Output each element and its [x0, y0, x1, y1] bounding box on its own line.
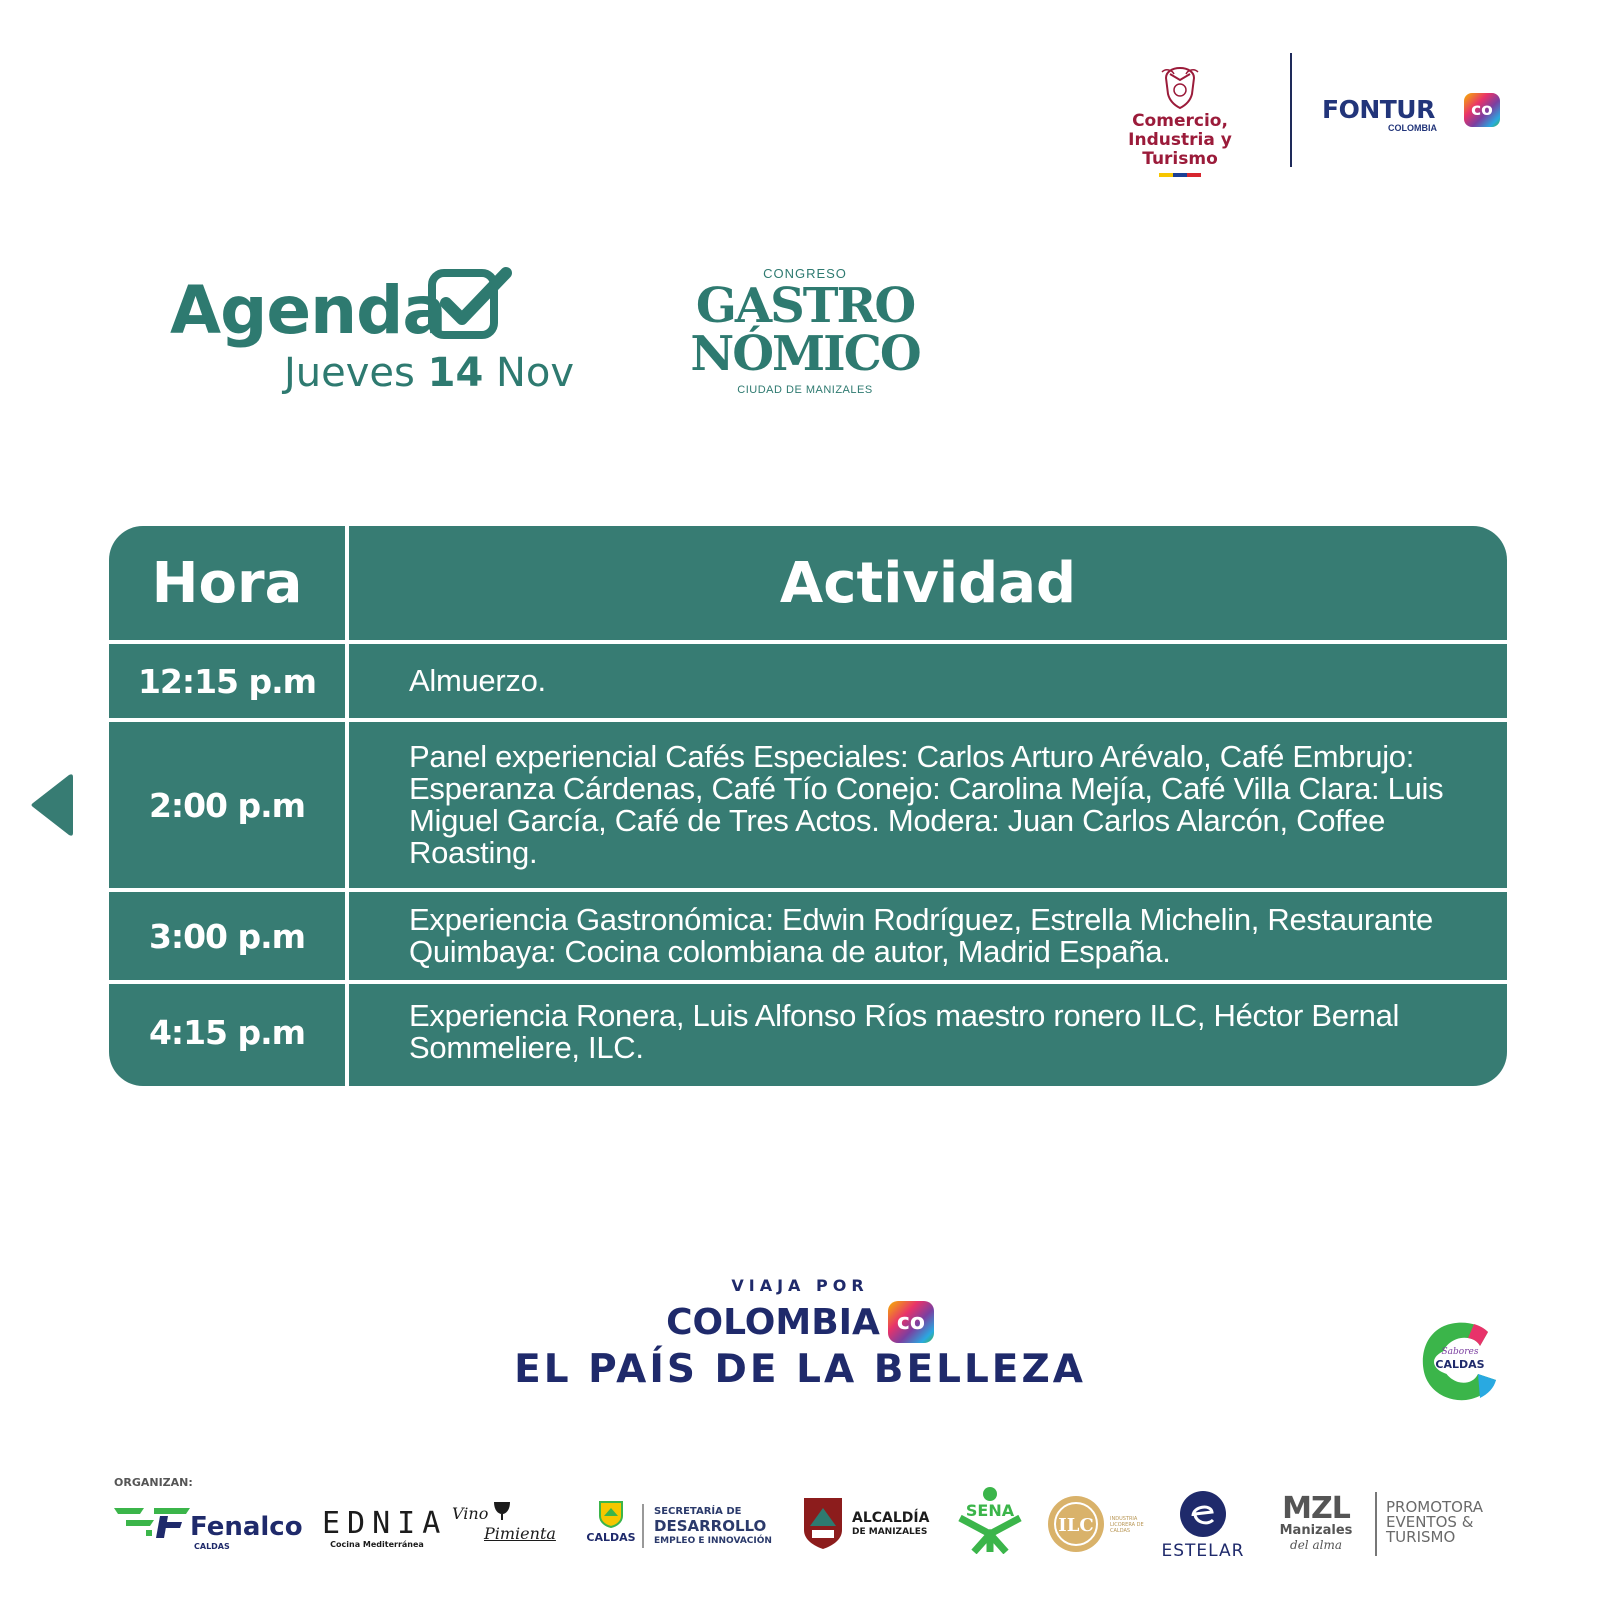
secretaria-desarrollo-logo — [654, 1504, 794, 1552]
mzl-sub-2: del alma — [1290, 1538, 1342, 1552]
row-2-activity: Panel experiencial Cafés Especiales: Carlos Arturo Arévalo, Café Embrujo: Esperanza Cárdenas, Café Tío Conejo: Carolina Mejía, Café Villa Clara: Luis Miguel García, Café de Tres Actos. Modera: Juan Carlos Alarcón, Coffee Roasting. — [409, 739, 1444, 870]
organizers-label: ORGANIZAN: — [114, 1476, 193, 1489]
mzl-name: MZL — [1282, 1491, 1350, 1526]
row-4-time: 4:15 p.m — [148, 1012, 306, 1052]
congreso-footer: CIUDAD DE MANIZALES — [737, 384, 873, 396]
estelar-logo — [1160, 1490, 1246, 1561]
colombia-flag-stripe — [1159, 173, 1201, 177]
fenalco-name: Fenalco — [190, 1512, 303, 1542]
promotora-line-3: TURISMO — [1386, 1528, 1456, 1546]
slogan-colombia-text: COLOMBIA — [666, 1301, 880, 1343]
agenda-day: Jueves — [284, 350, 415, 396]
secretaria-line-2: DESARROLLO — [654, 1517, 767, 1535]
row-1-activity-cell — [349, 644, 1507, 718]
ilc-logo — [1046, 1494, 1156, 1554]
sena-label: SENA — [965, 1501, 1015, 1520]
congreso-line-1: GASTRO — [695, 278, 915, 334]
fontur-name: FONTUR — [1322, 95, 1435, 124]
congreso-kicker: CONGRESO — [763, 266, 847, 281]
caldas-shield-icon — [598, 1500, 624, 1528]
co-brand-icon: co — [888, 1301, 934, 1343]
fontur-logo — [1322, 95, 1493, 133]
mzl-logo — [1266, 1491, 1366, 1556]
sena-logo — [950, 1486, 1030, 1554]
previous-arrow-icon[interactable] — [29, 773, 77, 837]
mzl-sub-1: Manizales — [1279, 1523, 1353, 1538]
header-divider — [1290, 53, 1292, 167]
row-4-activity: Experiencia Ronera, Luis Alfonso Ríos maestro ronero ILC, Héctor Bernal Sommeliere, ILC. — [409, 998, 1400, 1065]
secretaria-line-3: EMPLEO E INNOVACIÓN — [654, 1536, 772, 1546]
sponsor-divider — [1375, 1492, 1377, 1556]
checkbox-check-icon — [428, 265, 520, 345]
fenalco-sub: CALDAS — [194, 1542, 230, 1551]
promotora-eventos-logo — [1386, 1500, 1506, 1550]
slogan-colombia — [666, 1301, 934, 1343]
fontur-sub: COLOMBIA — [1388, 123, 1437, 133]
column-header-hora: Hora — [151, 550, 303, 616]
gobierno-sub: CALDAS — [586, 1531, 636, 1544]
alcaldia-line-2: DE MANIZALES — [852, 1527, 928, 1537]
row-1-time: 12:15 p.m — [137, 661, 317, 701]
colombia-crest-icon — [1158, 64, 1202, 110]
alcaldia-manizales-logo — [802, 1496, 942, 1552]
pimienta-label: Pimienta — [484, 1524, 556, 1543]
sponsor-divider — [642, 1504, 644, 1548]
viaja-colombia-slogan — [0, 1276, 1600, 1392]
agenda-date — [284, 350, 574, 396]
gobierno-caldas-logo — [584, 1500, 638, 1554]
promotora-line-2: EVENTOS & — [1386, 1513, 1474, 1531]
row-2-activity-cell — [349, 722, 1507, 888]
row-3-activity: Experiencia Gastronómica: Edwin Rodríguez, Estrella Michelin, Restaurante Quimbaya: Cocina colombiana de autor, Madrid España. — [409, 902, 1433, 969]
row-3-time: 3:00 p.m — [148, 916, 306, 956]
fenalco-logo — [114, 1500, 303, 1551]
row-3-activity-cell — [349, 892, 1507, 980]
ministry-line-1: Comercio, — [1132, 111, 1228, 131]
estelar-e-icon — [1179, 1490, 1227, 1538]
ilc-sub: INDUSTRIA LICORERA DE CALDAS — [1110, 1516, 1144, 1534]
ministry-logo — [1090, 64, 1270, 177]
estelar-name: ESTELAR — [1161, 1541, 1245, 1561]
co-brand-icon: co — [1464, 93, 1500, 127]
fenalco-f-icon — [114, 1504, 190, 1538]
sabores-caldas-badge-icon — [1418, 1318, 1500, 1404]
row-4-activity-cell — [349, 984, 1507, 1080]
caldas-label: CALDAS — [1435, 1358, 1485, 1371]
promotora-line-1: PROMOTORA — [1386, 1498, 1484, 1516]
slogan-belleza: EL PAÍS DE LA BELLEZA — [514, 1347, 1086, 1392]
ministry-line-2: Industria y Turismo — [1128, 130, 1232, 169]
agenda-date-number: 14 — [427, 350, 484, 396]
row-1-activity: Almuerzo. — [409, 663, 546, 698]
sena-figure-icon — [954, 1486, 1026, 1554]
ilc-seal-icon — [1046, 1494, 1106, 1554]
slogan-viaja: VIAJA POR — [731, 1276, 869, 1295]
agenda-month: Nov — [496, 350, 575, 396]
alcaldia-line-1: ALCALDÍA — [852, 1510, 930, 1526]
column-header-actividad: Actividad — [779, 550, 1077, 616]
ednia-logo — [322, 1506, 448, 1552]
vino-label: Vino — [452, 1504, 489, 1523]
row-2-time: 2:00 p.m — [148, 785, 306, 825]
agenda-table — [109, 526, 1507, 1086]
sabores-label: Sabores — [1441, 1347, 1479, 1357]
manizales-shield-icon — [802, 1496, 844, 1550]
vino-pimienta-logo — [452, 1500, 572, 1552]
ilc-label: ILC — [1058, 1515, 1094, 1536]
congreso-gastronomico-logo — [690, 266, 920, 396]
congreso-line-2: NÓMICO — [690, 326, 920, 382]
wine-glass-icon — [490, 1500, 514, 1522]
secretaria-line-1: SECRETARÍA DE — [654, 1506, 742, 1517]
agenda-title: Agenda — [170, 272, 446, 349]
ednia-sub: Cocina Mediterránea — [330, 1540, 424, 1549]
ednia-name: EDNIA — [322, 1506, 448, 1541]
